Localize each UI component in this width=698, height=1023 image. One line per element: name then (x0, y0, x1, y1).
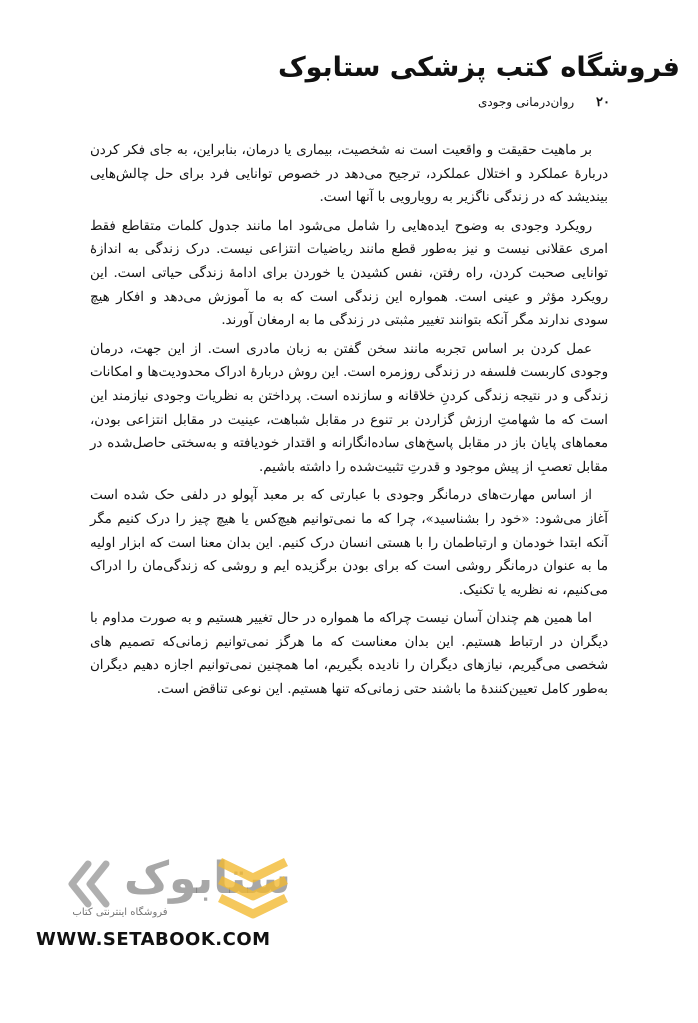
book-stack-icon (214, 854, 292, 920)
paragraph: رویکرد وجودی به وضوح ایده‌هایی را شامل می‌شود اما مانند جدول کلمات متقاطع فقط امری عقلانی نیست و نیز به‌طور قطع مانند ریاضیات انتزاعی نیست. درک زندگی به اندازهٔ توانایی صحبت کردن، راه رفتن، نفس کشیدن یا خوردن برای ادامهٔ زندگی حیاتی است. این رویکرد مؤثر و عینی است. همواره این زندگی است که به ما آموزش می‌دهد و افکار هیچ سودی ندارند مگر آنکه بتوانند تغییر مثبتی در زندگی ما به ارمغان آورند. (90, 218, 608, 329)
paragraph: اما همین هم چندان آسان نیست چراکه ما همواره در حال تغییر هستیم و به صورت مداوم با دیگران در ارتباط هستیم. این بدان معناست که ما هرگز نمی‌توانیم زمانی‌که تصمیم های شخصی می‌گیریم، نیازهای دیگران را نادیده بگیریم، اما همچنین نمی‌توانیم اجازه دهیم دیگران به‌طور کامل تعیین‌کنندهٔ ما باشند حتی زمانی‌که تنها هستیم. این نوعی تناقض است. (90, 611, 608, 698)
page-number: ۲۰ (596, 95, 610, 110)
watermark-url: WWW.SETABOOK.COM (36, 929, 271, 950)
double-chevron-icon (58, 854, 118, 914)
running-title: روان‌درمانی وجودی (477, 95, 575, 109)
store-title: فروشگاه کتب پزشکی ستابوک (277, 52, 680, 83)
paragraph: بر ماهیت حقیقت و واقعیت است نه شخصیت، بیماری یا درمان، بنابراین، به جای فکر کردن دربارهٔ عملکرد و اختلال عملکرد، ترجیح می‌دهد در خصوص توانایی فرد برای حل چالش‌هایی بیندیشد که در زندگی ناگزیر به رویارویی با آنها است. (90, 143, 608, 206)
setabook-watermark (36, 848, 336, 958)
running-head (50, 92, 610, 113)
body-text (90, 139, 608, 707)
paragraph: عمل کردن بر اساس تجربه مانند سخن گفتن به زبان مادری است. از این جهت، درمان وجودی کاربست فلسفه در زندگی روزمره است. این روش دربارهٔ ادراک محدودیت‌ها و امکانات زندگی و در نتیجه زندگی کردنِ خلاقانه و سازنده است. پرداختن به نظریات وجودی نیازمند این است که ما شهامتِ ارزش گزاردن بر تنوع در مقابل شباهت، عینیت در مقابل انتزاعی بودن، معماهای پایان باز در مقابل پاسخ‌های ساده‌انگارانه و اقتدار خودیافته و به‌سختی حاصل‌شده در مقابل تعصبِ از پیش موجود و قدرتِ تثبیت‌شده را داشته باشیم. (90, 341, 608, 475)
paragraph: از اساس مهارت‌های درمانگر وجودی با عبارتی که بر معبد آپولو در دلفی حک شده است آغاز می‌شود: «خود را بشناسید»، چرا که ما نمی‌توانیم هیچ‌کس یا هیچ چیز را درک کنیم مگر آنکه ابتدا خودمان و ارتباطمان را با هستی انسان درک کنیم. این بدان معنا است که ابزار اولیه ما به عنوان درمانگر روشی است که برای بودن برگزیده ایم و روشی که زندگی‌مان را ادراک می‌کنیم، نه نظریه یا تکنیک. (90, 488, 608, 598)
watermark-logo-text: ستابوک (124, 853, 291, 904)
watermark-tagline: فروشگاه اینترنتی کتاب (72, 907, 168, 918)
